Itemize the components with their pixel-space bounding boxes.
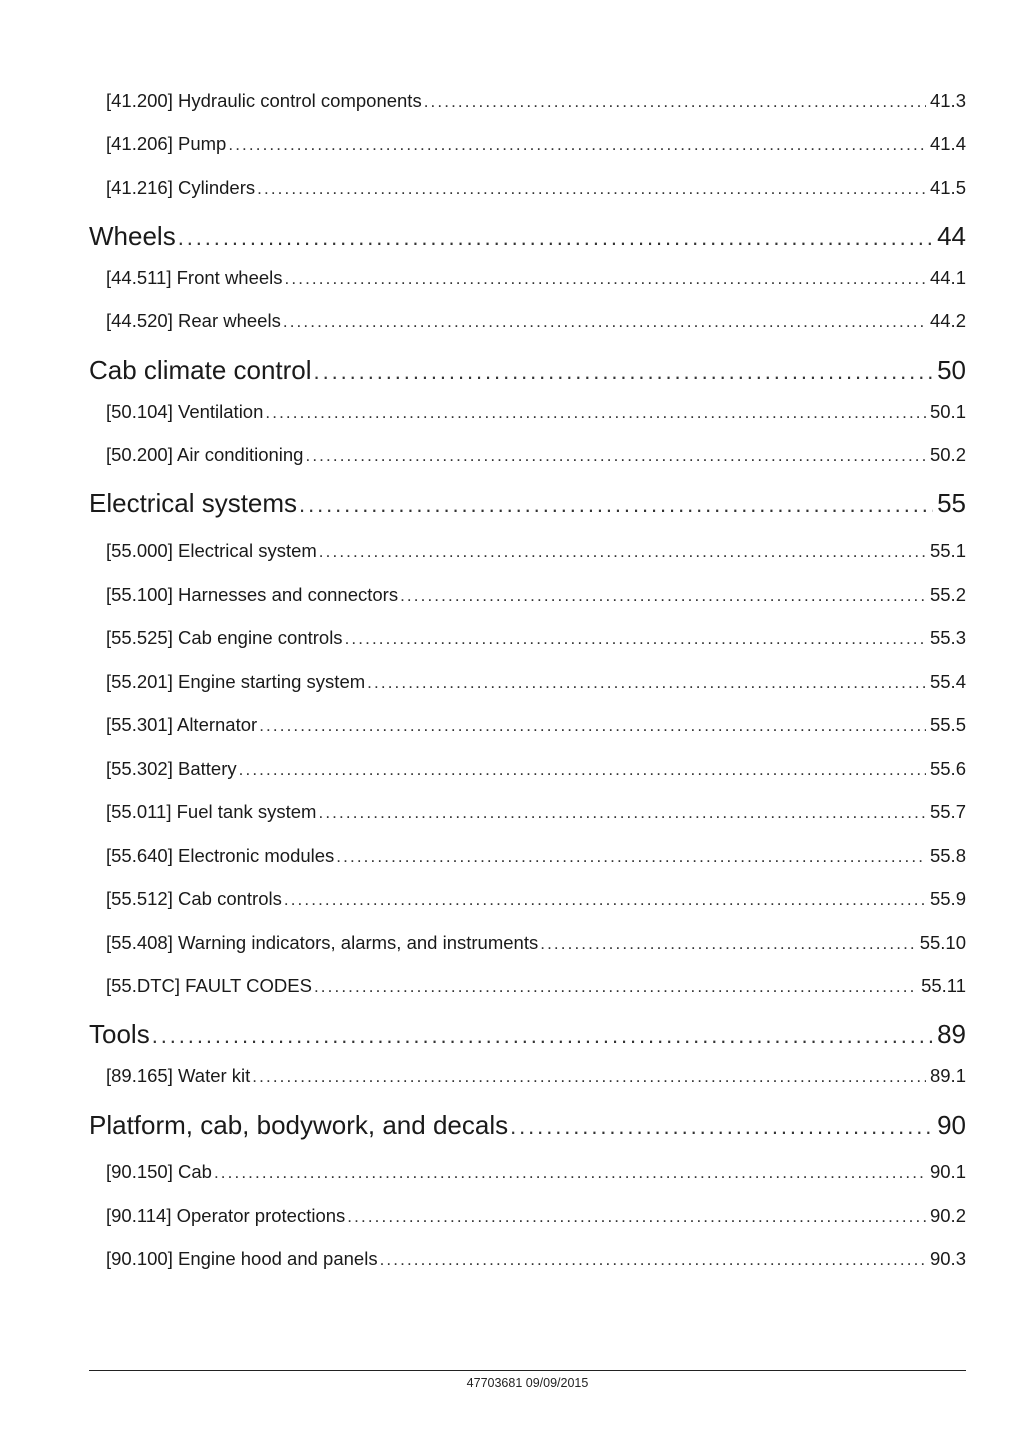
toc-entry-label: [44.511] Front wheels: [106, 267, 283, 288]
toc-section-label: Platform, cab, bodywork, and decals: [89, 1110, 509, 1140]
toc-entry-page: 55.3: [929, 627, 966, 648]
toc-entry-page: 44.2: [929, 310, 966, 331]
dot-leader: [305, 446, 926, 466]
dot-leader: [214, 1163, 926, 1183]
toc-entry-page: 55.11: [921, 975, 966, 996]
dot-leader: [284, 890, 926, 910]
toc-entry: [106, 801, 966, 825]
toc-entry-page: 50.2: [929, 444, 966, 465]
dot-leader: [367, 673, 926, 693]
toc-section-page: 89: [937, 1019, 966, 1049]
dot-leader: [314, 977, 917, 997]
dot-leader: [424, 92, 926, 112]
dot-leader: [228, 135, 926, 155]
toc-entry: [106, 444, 966, 468]
toc-section-page: 90: [937, 1110, 966, 1140]
dot-leader: [347, 1207, 926, 1227]
toc-entry: [106, 627, 966, 651]
toc-entry-label: [55.301] Alternator: [106, 714, 258, 735]
toc-entry-label: [44.520] Rear wheels: [106, 310, 281, 331]
toc-entry-page: 55.8: [929, 845, 966, 866]
toc-entry: [106, 932, 966, 956]
toc-entry-label: [55.640] Electronic modules: [106, 845, 335, 866]
dot-leader: [540, 934, 915, 954]
toc-entry-label: [90.150] Cab: [106, 1161, 212, 1182]
toc-entry: [106, 584, 966, 608]
dot-leader: [265, 403, 926, 423]
toc-entry-page: 90.2: [929, 1205, 966, 1226]
dot-leader: [283, 312, 926, 332]
toc-entry-label: [90.100] Engine hood and panels: [106, 1248, 378, 1269]
toc-entry: [106, 671, 966, 695]
toc-entry-page: 89.1: [929, 1065, 966, 1086]
toc-entry-label: [41.200] Hydraulic control components: [106, 90, 422, 111]
toc-entry-label: [55.408] Warning indicators, alarms, and instruments: [106, 932, 539, 953]
toc-entry-label: [90.114] Operator protections: [106, 1205, 346, 1226]
dot-leader: [257, 179, 926, 199]
toc-entry-label: [55.525] Cab engine controls: [106, 627, 343, 648]
toc-entry: [106, 975, 966, 999]
toc-entry-label: [50.200] Air conditioning: [106, 444, 304, 465]
toc-entry: [106, 714, 966, 738]
toc-entry-label: [55.512] Cab controls: [106, 888, 282, 909]
toc-entry-page: 55.7: [929, 801, 966, 822]
dot-leader: [152, 1023, 933, 1049]
toc-entry-label: [55.DTC] FAULT CODES: [106, 975, 312, 996]
toc-section-label: Cab climate control: [89, 355, 312, 385]
toc-entry-label: [89.165] Water kit: [106, 1065, 251, 1086]
toc-entry: [106, 888, 966, 912]
toc-entry-page: 55.4: [929, 671, 966, 692]
toc-entry-page: 41.5: [929, 177, 966, 198]
toc-section-label: Tools: [89, 1019, 150, 1049]
toc-section: [89, 488, 966, 522]
toc-section-label: Electrical systems: [89, 488, 298, 518]
dot-leader: [510, 1114, 933, 1140]
footer-document-id: 47703681 09/09/2015: [466, 1376, 589, 1390]
dot-leader: [318, 803, 926, 823]
toc-section: [89, 221, 966, 255]
toc-section-label: Wheels: [89, 221, 176, 251]
toc-entry: [106, 310, 966, 334]
dot-leader: [380, 1250, 926, 1270]
toc-entry: [106, 1161, 966, 1185]
toc-entry: [106, 1065, 966, 1089]
toc-section: [89, 355, 966, 389]
toc-entry-label: [55.302] Battery: [106, 758, 237, 779]
dot-leader: [314, 359, 934, 385]
dot-leader: [259, 716, 926, 736]
toc-entry-label: [41.216] Cylinders: [106, 177, 256, 198]
dot-leader: [345, 629, 926, 649]
toc-section-page: 50: [937, 355, 966, 385]
toc-section: [89, 1110, 966, 1144]
dot-leader: [285, 269, 926, 289]
toc-entry-page: 90.1: [929, 1161, 966, 1182]
toc-entry-label: [55.000] Electrical system: [106, 540, 317, 561]
toc-entry-page: 55.5: [929, 714, 966, 735]
toc-entry-page: 55.2: [929, 584, 966, 605]
toc-entry-page: 55.1: [929, 540, 966, 561]
toc-entry-page: 44.1: [929, 267, 966, 288]
dot-leader: [336, 847, 926, 867]
toc-entry: [106, 133, 966, 157]
toc-entry-page: 55.6: [929, 758, 966, 779]
toc-entry-page: 41.3: [929, 90, 966, 111]
footer-divider: [89, 1370, 966, 1371]
dot-leader: [319, 542, 926, 562]
toc-entry-label: [55.201] Engine starting system: [106, 671, 366, 692]
toc-entry: [106, 540, 966, 564]
toc-entry-label: [50.104] Ventilation: [106, 401, 264, 422]
dot-leader: [239, 760, 926, 780]
dot-leader: [400, 586, 926, 606]
toc-section: [89, 1019, 966, 1053]
toc-entry: [106, 177, 966, 201]
toc-entry-page: 55.10: [919, 932, 966, 953]
toc-entry: [106, 758, 966, 782]
toc-section-page: 44: [937, 221, 966, 251]
dot-leader: [252, 1067, 926, 1087]
toc-entry-page: 90.3: [929, 1248, 966, 1269]
toc-entry: [106, 1248, 966, 1272]
toc-entry: [106, 267, 966, 291]
dot-leader: [299, 492, 933, 518]
toc-entry-page: 55.9: [929, 888, 966, 909]
toc-entry-label: [55.011] Fuel tank system: [106, 801, 317, 822]
toc-entry-label: [41.206] Pump: [106, 133, 227, 154]
toc-entry-label: [55.100] Harnesses and connectors: [106, 584, 399, 605]
toc-entry: [106, 845, 966, 869]
dot-leader: [178, 225, 933, 251]
toc-section-page: 55: [937, 488, 966, 518]
toc-entry-page: 50.1: [929, 401, 966, 422]
toc-entry: [106, 401, 966, 425]
toc-entry-page: 41.4: [929, 133, 966, 154]
toc-entry: [106, 90, 966, 114]
toc-entry: [106, 1205, 966, 1229]
